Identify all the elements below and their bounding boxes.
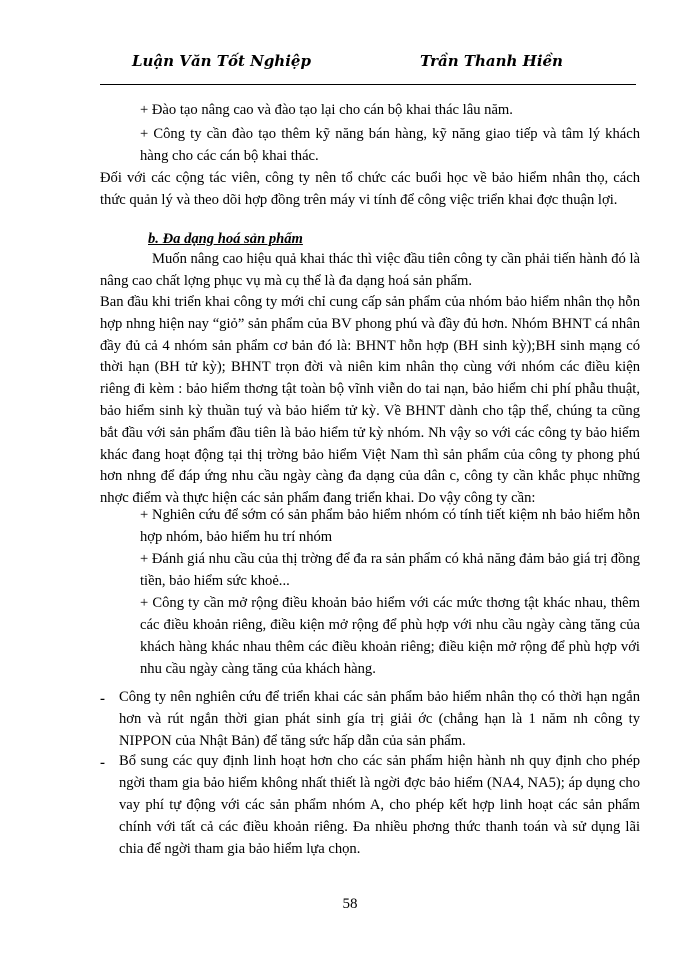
product-item-3: + Công ty cần mở rộng điều khoản bảo hiểm với các mức thơng tật khác nhau, thêm các điều khoản riêng, điều kiện mở rộng để phù hợp với nhu cầu ngày càng tăng của khách hàng khác nhau thêm các điều khoản riêng; điều kiện mở rộng để phù hợp với nhu cầu ngày càng tăng của khách hàng. — [140, 595, 640, 677]
training-item-1: + Đào tạo nâng cao và đào tạo lại cho cán bộ khai thác lâu năm. — [140, 102, 513, 118]
dash-item-2: Bổ sung các quy định linh hoạt hơn cho các sản phẩm hiện hành nh quy định cho phép ngời tham gia bảo hiểm không nhất thiết là ngời đợc bảo hiểm (NA4, NA5); áp dụng cho vay phí tự động với các sản phẩm nhóm A, cho phép kết hợp linh hoạt các sản phẩm chính với tất cả các điều khoản riêng. Đa nhiều phơng thức thanh toán và sử dụng lãi chia để ngời tham gia bảo hiểm lựa chọn. — [119, 753, 640, 857]
product-item-2: + Đánh giá nhu cầu của thị trờng để đa ra sản phẩm có khả năng đảm bảo giá trị đồng tiền, bảo hiểm sức khoẻ... — [140, 551, 640, 589]
page-number: 58 — [342, 896, 358, 912]
dash-marker-1: - — [100, 691, 105, 707]
training-item-2: + Công ty cần đào tạo thêm kỹ năng bán hàng, kỹ năng giao tiếp và tâm lý khách hàng cho các cán bộ khai thác. — [140, 126, 640, 164]
product-item-1: + Nghiên cứu để sớm có sản phẩm bảo hiểm nhóm có tính tiết kiệm nh bảo hiểm hỗn hợp nhóm, bảo hiểm hu trí nhóm — [140, 507, 640, 545]
dash-item-1: Công ty nên nghiên cứu để triển khai các sản phẩm bảo hiểm nhân thọ có thời hạn ngắn hơn và rút ngắn thời gian phát sinh gía trị giải ớc (chẳng hạn là 1 năm nh công ty NIPPON của Nhật Bản) để tăng sức hấp dẫn của sản phẩm. — [119, 689, 640, 749]
section-subheading: b. Đa dạng hoá sản phẩm — [148, 231, 303, 247]
paragraph-products: Ban đầu khi triển khai công ty mới chỉ cung cấp sản phẩm của nhóm bảo hiểm nhân thọ hỗn hợp nhng hiện nay “giỏ” sản phẩm của BV phong phú và đầy đủ hơn. Nhóm BHNT cá nhân đầy đủ cả 4 nhóm sản phẩm cơ bản đó là: BHNT hỗn hợp (BH sinh kỳ);BH sinh mạng có thời hạn (BH tử kỳ); BHNT trọn đời và niên kim nhân thọ cùng với nhóm các điều kiện riêng đi kèm : bảo hiểm thơng tật toàn bộ vĩnh viễn do tai nạn, bảo hiểm chi phí phẫu thuật, bảo hiểm sinh kỳ thuần tuý và bảo hiểm tử kỳ. Về BHNT dành cho tập thể, chúng ta cũng bắt đầu với sản phẩm đầu tiên là bảo hiểm tử kỳ nhóm. Nh vậy so với các công ty bảo hiểm khác đang hoạt động tại thị trờng bảo hiểm Việt Nam thì sản phẩm của công ty phong phú hơn nhng để đáp ứng nhu cầu ngày càng đa dạng của dân c, công ty cần khắc phục những nhợc điểm và thực hiện các sản phẩm đang triển khai. Do vậy công ty cần: — [100, 294, 640, 507]
paragraph-collaborators: Đối với các cộng tác viên, công ty nên tổ chức các buổi học về bảo hiểm nhân thọ, cách thức quản lý và theo dõi hợp đồng trên máy vi tính để công việc triển khai đợc thuận lợi. — [100, 170, 640, 208]
header-rule — [100, 84, 636, 85]
header-left-title: Luận Văn Tốt Nghiệp — [132, 52, 311, 70]
header-right-title: Trần Thanh Hiền — [420, 52, 563, 70]
dash-marker-2: - — [100, 755, 105, 771]
paragraph-intro: Muốn nâng cao hiệu quả khai thác thì việc đầu tiên công ty cần phải tiến hành đó là nâng cao chất lợng phục vụ mà cụ thể là đa dạng hoá sản phẩm. — [100, 251, 640, 289]
